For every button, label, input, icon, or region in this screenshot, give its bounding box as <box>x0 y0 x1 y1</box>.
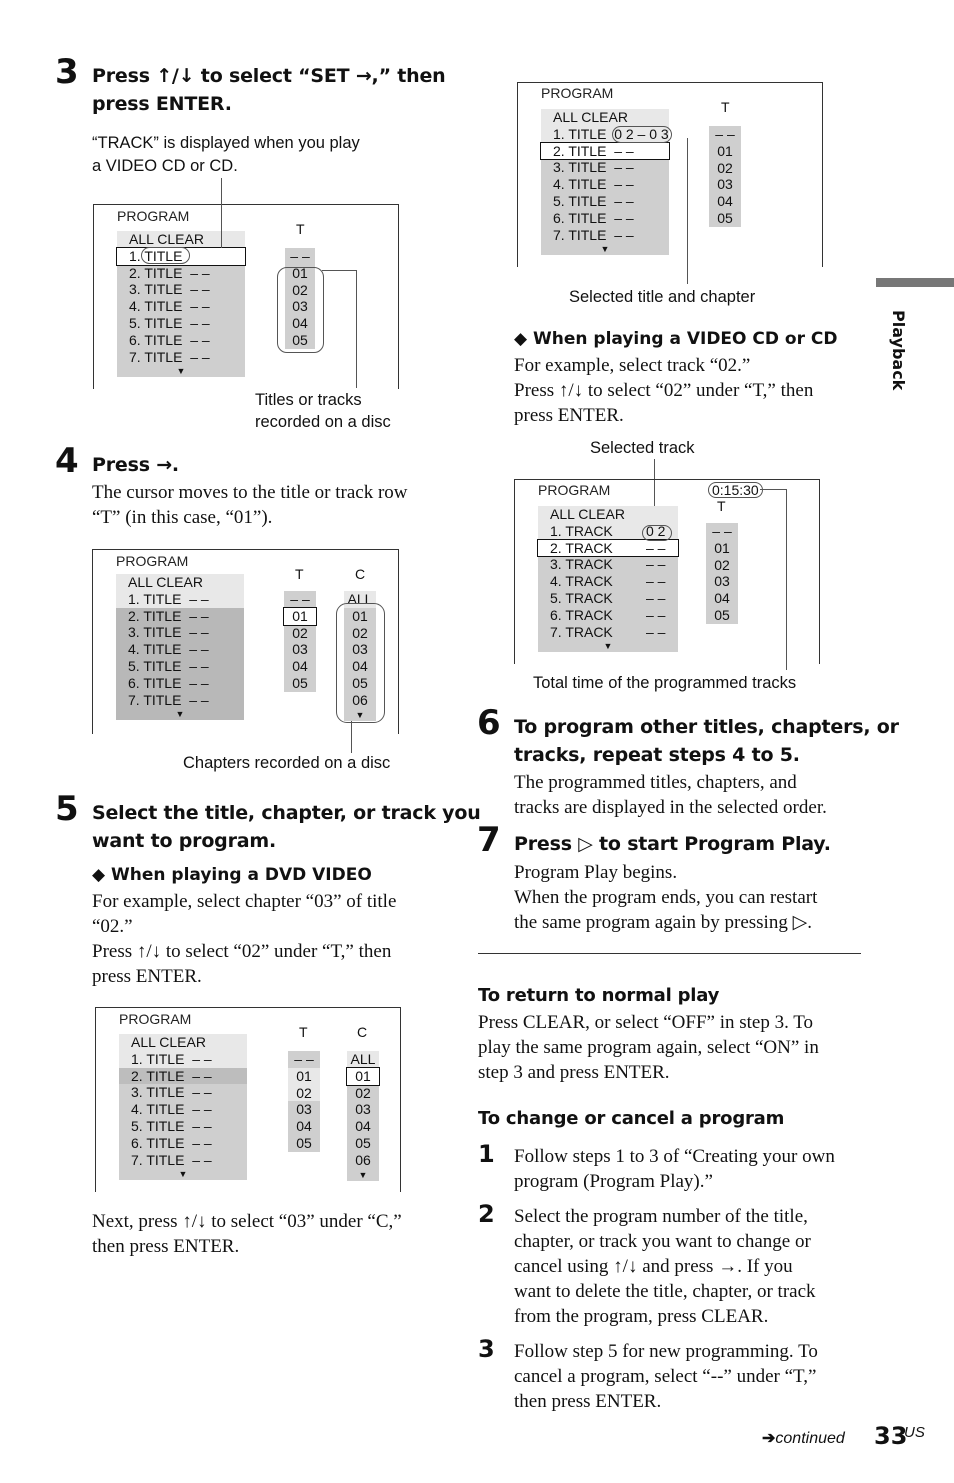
list-item: 05 <box>717 209 733 226</box>
list-item: 01 <box>352 607 368 624</box>
track-value: – – <box>646 623 666 640</box>
list-item: – – <box>290 248 310 264</box>
callout-line <box>221 178 222 248</box>
body-text: “02.” <box>92 916 133 937</box>
list-item: 6. TITLE – – <box>128 674 209 691</box>
body-text: chapter, or track you want to change or <box>514 1231 811 1252</box>
list-item: 02 <box>355 1084 371 1101</box>
callout-line <box>356 270 357 388</box>
side-tab-label: Playback <box>889 310 908 391</box>
list-item: 02 <box>288 1085 320 1102</box>
t-column-header: T <box>717 498 726 514</box>
list-item: 04 <box>292 658 308 675</box>
screen-diagram <box>517 82 823 267</box>
all-clear-item: ALL CLEAR <box>119 1034 247 1051</box>
body-text: press ENTER. <box>92 966 202 987</box>
t-column-header: T <box>299 1024 308 1040</box>
list-item: 05 <box>292 674 308 691</box>
c-column-header: C <box>355 566 366 582</box>
body-text: Press ↑/↓ to select “02” under “T,” then <box>92 941 392 962</box>
section-heading: To return to normal play <box>478 985 720 1006</box>
body-text: For example, select track “02.” <box>514 355 751 376</box>
side-tab-bar <box>876 278 954 287</box>
step-number: 2 <box>478 1200 495 1228</box>
scroll-down-icon: ▼ <box>358 1169 368 1180</box>
body-text: When the program ends, you can restart <box>514 887 818 908</box>
body-text: then press ENTER. <box>514 1391 662 1412</box>
body-text: step 3 and press ENTER. <box>478 1062 670 1083</box>
list-item: 02 <box>352 624 368 641</box>
track-value: – – <box>646 556 666 573</box>
body-text: Next, press ↑/↓ to select “03” under “C,” <box>92 1211 402 1232</box>
track-label: 6. TRACK <box>550 606 613 623</box>
page-suffix: US <box>904 1424 925 1441</box>
highlight-oval <box>277 264 324 353</box>
note-text: a VIDEO CD or CD. <box>92 157 238 175</box>
list-item: 3. TITLE – – <box>128 624 209 641</box>
callout-line <box>322 270 357 271</box>
track-value: – – <box>646 589 666 606</box>
divider <box>478 953 861 954</box>
callout-text: Total time of the programmed tracks <box>533 674 797 692</box>
callout-text: Selected title and chapter <box>569 288 756 306</box>
t-column-header: T <box>721 99 730 115</box>
track-label: 1. TRACK <box>550 522 613 539</box>
list-item: 4. TITLE – – <box>131 1101 212 1118</box>
track-value: – – <box>646 606 666 623</box>
list-item: 05 <box>714 606 730 623</box>
t-column <box>706 523 738 624</box>
list-item: 03 <box>296 1101 312 1118</box>
list-item: 01 <box>717 142 733 159</box>
body-text: Program Play begins. <box>514 862 678 883</box>
step-number: 3 <box>478 1335 495 1363</box>
list-item: 02 <box>714 556 730 573</box>
list-item: ALL <box>344 591 376 608</box>
scroll-down-icon: ▼ <box>176 366 186 377</box>
list-item: 7. TITLE – – <box>129 348 210 365</box>
list-item <box>538 624 678 641</box>
list-item: 03 <box>292 641 308 658</box>
list-item: 3. TITLE – – <box>129 281 210 298</box>
body-text: The programmed titles, chapters, and <box>514 772 797 793</box>
list-item: 2. TITLE – – <box>128 607 209 624</box>
step-heading: Press ▷ to start Program Play. <box>514 833 831 855</box>
list-item: 1. TITLE <box>117 248 245 265</box>
scroll-down-icon: ▼ <box>355 709 365 720</box>
program-label: PROGRAM <box>116 553 189 569</box>
body-text: “T” (in this case, “01”). <box>92 507 273 528</box>
list-item: 02 <box>717 159 733 176</box>
callout-line <box>760 489 786 490</box>
list-item: 6. TITLE – – <box>131 1134 212 1151</box>
list-item: 03 <box>292 298 308 315</box>
list-item <box>538 590 678 607</box>
callout-line <box>351 721 352 753</box>
body-text: play the same program again, select “ON” in <box>478 1037 819 1058</box>
list-item: 04 <box>296 1118 312 1135</box>
program-label: PROGRAM <box>538 482 611 498</box>
step-heading: Press →. <box>92 454 179 476</box>
list-item: 5. TITLE – – <box>553 192 634 209</box>
subheading: ◆ When playing a VIDEO CD or CD <box>514 329 838 349</box>
list-item: 1. TITLE 0 2 – 0 3 <box>541 126 669 143</box>
total-time: 0:15:30 <box>708 482 763 498</box>
callout-text: Selected track <box>590 439 695 457</box>
callout-text: Chapters recorded on a disc <box>183 754 391 772</box>
scroll-down-icon: ▼ <box>600 244 610 255</box>
list-item: 6. TITLE – – <box>553 209 634 226</box>
t-column <box>284 591 316 692</box>
body-text: For example, select chapter “03” of title <box>92 891 397 912</box>
body-text: from the program, press CLEAR. <box>514 1306 769 1327</box>
list-item: 06 <box>352 691 368 708</box>
body-text: cancel a program, select “--” under “T,” <box>514 1366 817 1387</box>
list-item: – – <box>712 523 732 539</box>
body-text: the same program again by pressing ▷. <box>514 912 812 933</box>
list-item: 04 <box>292 315 308 332</box>
track-label: 3. TRACK <box>550 556 613 573</box>
list-item: 2. TITLE – – <box>129 264 210 281</box>
step-number: 4 <box>55 441 79 481</box>
list-item: 01 <box>714 539 730 556</box>
program-label: PROGRAM <box>117 208 190 224</box>
all-clear-item: ALL CLEAR <box>541 109 669 126</box>
list-item: – – <box>294 1051 314 1067</box>
body-text: Press ↑/↓ to select “02” under “T,” then <box>514 380 814 401</box>
all-clear-item: ALL CLEAR <box>538 506 678 523</box>
list-item: 01 <box>292 264 308 281</box>
scroll-down-icon: ▼ <box>178 1169 188 1180</box>
program-label: PROGRAM <box>119 1011 192 1027</box>
step-heading: want to program. <box>92 830 276 852</box>
list-item: 05 <box>292 331 308 348</box>
list-item: 7. TITLE – – <box>128 691 209 708</box>
all-clear-item: ALL CLEAR <box>116 574 244 591</box>
screen-diagram <box>92 549 399 734</box>
program-label: PROGRAM <box>541 85 614 101</box>
section-heading: To change or cancel a program <box>478 1108 785 1129</box>
list-item: 04 <box>717 193 733 210</box>
highlight-oval <box>336 603 385 723</box>
list-item: 02 <box>292 281 308 298</box>
highlight-oval <box>642 522 672 541</box>
list-item: 5. TITLE – – <box>131 1117 212 1134</box>
list-item: 3. TITLE – – <box>553 159 634 176</box>
page-number: 33 <box>874 1422 908 1450</box>
body-text: Press CLEAR, or select “OFF” in step 3. To <box>478 1012 814 1033</box>
t-column-header: T <box>295 566 304 582</box>
track-value: 0 2 <box>646 522 666 539</box>
track-label: 7. TRACK <box>550 623 613 640</box>
list-item: 5. TITLE – – <box>128 657 209 674</box>
callout-line <box>786 489 787 670</box>
body-text: tracks are displayed in the selected order. <box>514 797 827 818</box>
scroll-down-icon: ▼ <box>175 709 185 720</box>
scroll-down-icon: ▼ <box>603 641 613 652</box>
highlight-oval <box>141 247 190 264</box>
title-list <box>116 574 244 720</box>
screen-diagram <box>93 204 399 389</box>
callout-text: recorded on a disc <box>255 413 391 431</box>
list-item: 7. TITLE – – <box>131 1151 212 1168</box>
callout-text: Titles or tracks <box>255 391 362 409</box>
list-item: 04 <box>355 1118 371 1135</box>
step-number: 7 <box>477 820 501 860</box>
step-heading: To program other titles, chapters, or <box>514 716 899 738</box>
list-item: ALL <box>347 1051 379 1068</box>
list-item: – – <box>715 126 735 142</box>
callout-line <box>687 138 688 284</box>
list-item: 04 <box>714 590 730 607</box>
list-item: 6. TITLE – – <box>129 331 210 348</box>
step-heading: Select the title, chapter, or track you <box>92 802 481 824</box>
screen-diagram <box>95 1007 401 1192</box>
list-item: 02 <box>292 624 308 641</box>
list-item: 4. TITLE – – <box>128 641 209 658</box>
list-item: – – <box>290 591 310 607</box>
t-column <box>709 126 741 227</box>
c-column <box>347 1051 379 1181</box>
list-item: 2. TITLE – – <box>119 1068 247 1085</box>
list-item: 05 <box>352 674 368 691</box>
list-item <box>538 540 678 557</box>
list-item <box>538 607 678 624</box>
step-heading: Press ↑/↓ to select “SET →,” then <box>92 65 446 87</box>
list-item: 03 <box>717 176 733 193</box>
list-item: 03 <box>352 641 368 658</box>
list-item: 05 <box>355 1134 371 1151</box>
list-item: 3. TITLE – – <box>131 1084 212 1101</box>
highlight-oval <box>612 126 672 143</box>
all-clear-item: ALL CLEAR <box>117 231 245 248</box>
list-item: 03 <box>714 573 730 590</box>
body-text: cancel using ↑/↓ and press →. If you <box>514 1256 793 1277</box>
list-item: 1. TITLE – – <box>119 1051 247 1068</box>
track-label: 5. TRACK <box>550 589 613 606</box>
t-column <box>288 1051 320 1152</box>
list-item: 01 <box>347 1068 379 1085</box>
body-text: want to delete the title, chapter, or track <box>514 1281 816 1302</box>
note-text: “TRACK” is displayed when you play <box>92 134 360 152</box>
screen-diagram <box>514 479 820 664</box>
list-item: 2. TITLE – – <box>541 143 669 160</box>
list-item: 7. TITLE – – <box>553 226 634 243</box>
list-item: 5. TITLE – – <box>129 314 210 331</box>
t-column-header: T <box>296 221 305 237</box>
track-value: – – <box>646 573 666 590</box>
list-item: 03 <box>355 1101 371 1118</box>
list-item: 05 <box>296 1134 312 1151</box>
body-text: Follow step 5 for new programming. To <box>514 1341 818 1362</box>
body-text: then press ENTER. <box>92 1236 240 1257</box>
subheading: ◆ When playing a DVD VIDEO <box>92 865 372 885</box>
body-text: Select the program number of the title, <box>514 1206 808 1227</box>
c-column-header: C <box>357 1024 368 1040</box>
step-heading: tracks, repeat steps 4 to 5. <box>514 744 800 766</box>
list-item: 4. TITLE – – <box>553 176 634 193</box>
list-item: 01 <box>288 1068 320 1085</box>
title-list <box>119 1034 247 1180</box>
list-item <box>538 556 678 573</box>
continued-label: ➔continued <box>762 1430 845 1447</box>
step-heading: press ENTER. <box>92 93 232 115</box>
list-item <box>538 573 678 590</box>
arrow-right-icon: ➔ <box>762 1430 776 1447</box>
body-text: Follow steps 1 to 3 of “Creating your own <box>514 1146 835 1167</box>
step-number: 1 <box>478 1140 495 1168</box>
list-item: 4. TITLE – – <box>129 298 210 315</box>
track-label: 2. TRACK <box>550 539 613 556</box>
step-number: 5 <box>55 789 79 829</box>
step-number: 6 <box>477 703 501 743</box>
body-text: program (Program Play).” <box>514 1171 713 1192</box>
list-item: 01 <box>284 608 316 625</box>
track-label: 4. TRACK <box>550 573 613 590</box>
body-text: press ENTER. <box>514 405 624 426</box>
list-item: 04 <box>352 658 368 675</box>
track-value: – – <box>646 539 666 556</box>
body-text: The cursor moves to the title or track row <box>92 482 408 503</box>
list-item: 06 <box>355 1151 371 1168</box>
step-number: 3 <box>55 52 79 92</box>
list-item: 1. TITLE – – <box>116 591 244 608</box>
